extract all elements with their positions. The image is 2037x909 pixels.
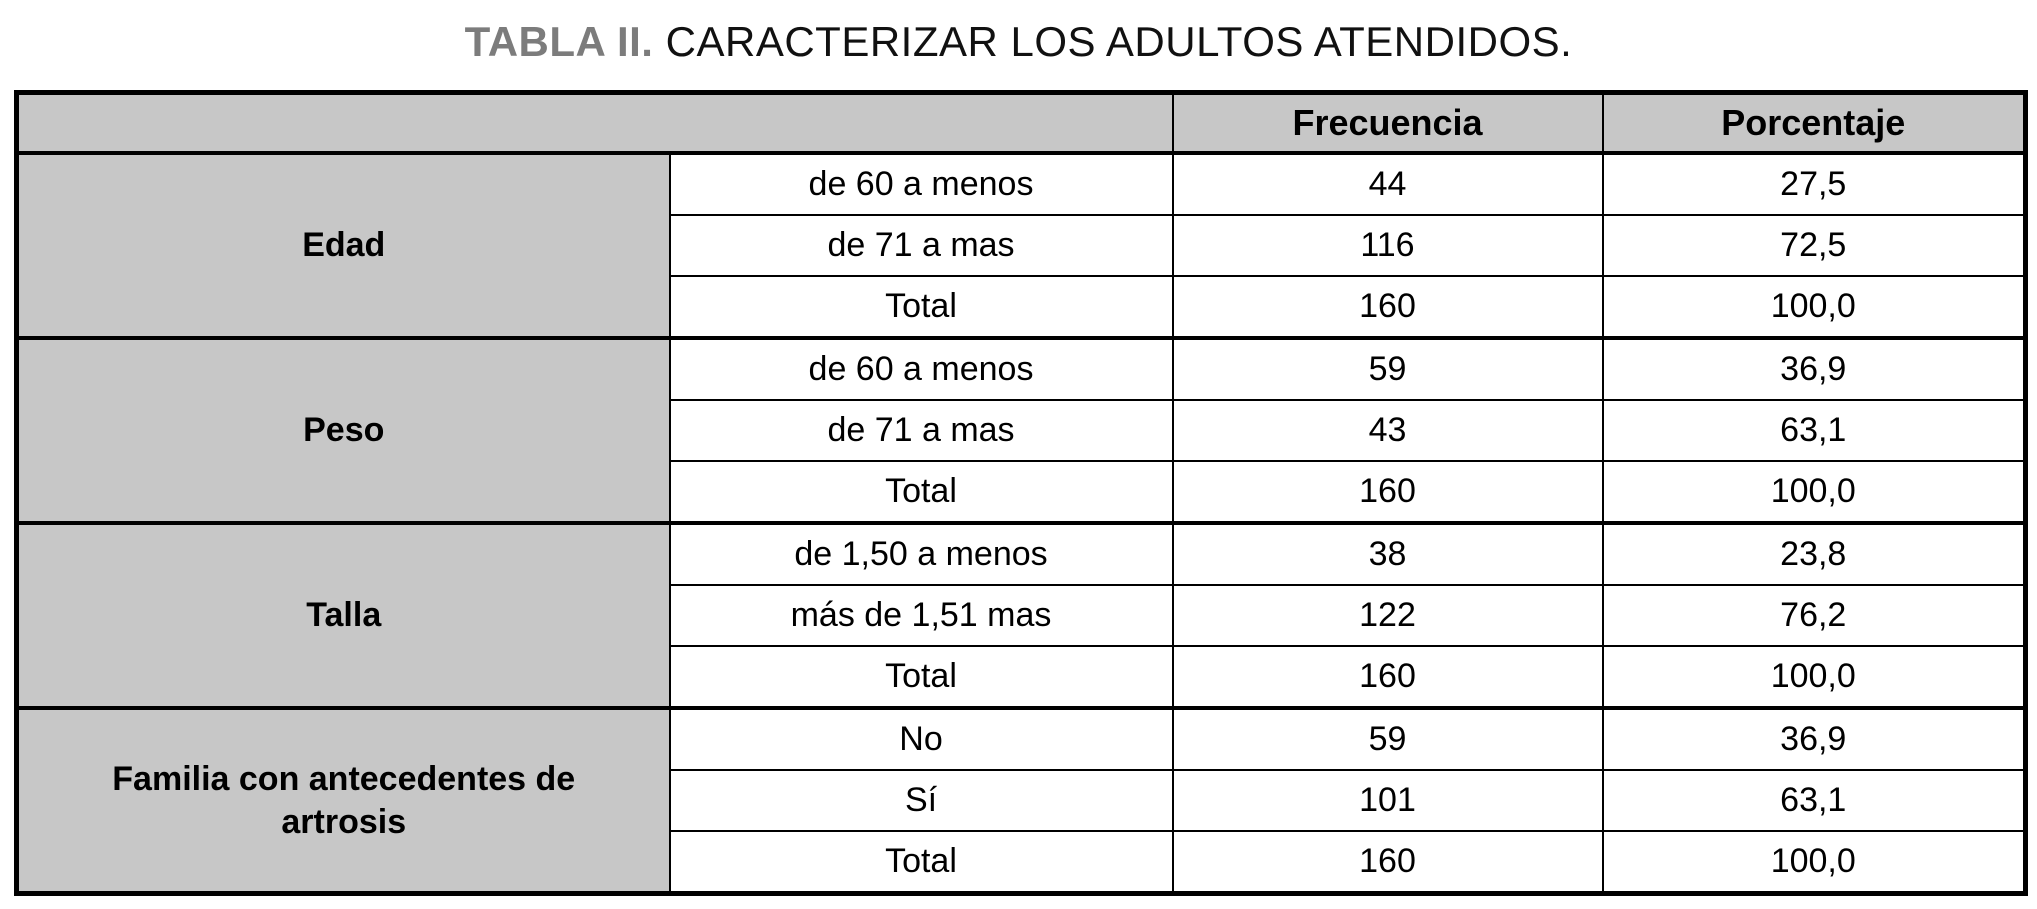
table-group [17, 153, 2026, 338]
porcentaje-cell: 100,0 [1603, 831, 2026, 894]
group-header-cell [17, 338, 670, 523]
frecuencia-cell: 44 [1173, 153, 1603, 215]
porcentaje-cell: 27,5 [1603, 153, 2026, 215]
group-name: Familia con antecedentes de artrosis [112, 760, 576, 841]
porcentaje-cell: 100,0 [1603, 646, 2026, 708]
row-label-cell: Total [670, 461, 1173, 523]
porcentaje-cell: 63,1 [1603, 400, 2026, 461]
header-row [17, 93, 2026, 154]
frecuencia-cell: 160 [1173, 276, 1603, 338]
row-label-cell: Sí [670, 770, 1173, 831]
table-row [17, 708, 2026, 770]
frecuencia-cell: 43 [1173, 400, 1603, 461]
row-label-cell: de 1,50 a menos [670, 523, 1173, 585]
data-table [14, 90, 2028, 896]
table-group [17, 708, 2026, 894]
table-header [17, 93, 2026, 154]
row-label-cell: de 60 a menos [670, 153, 1173, 215]
porcentaje-cell: 36,9 [1603, 708, 2026, 770]
row-label-cell: Total [670, 646, 1173, 708]
header-empty-cell [17, 93, 1173, 154]
table-row [17, 523, 2026, 585]
table-group [17, 338, 2026, 523]
row-label-cell: de 71 a mas [670, 400, 1173, 461]
group-name: Edad [302, 226, 386, 265]
group-header-cell [17, 153, 670, 338]
porcentaje-cell: 36,9 [1603, 338, 2026, 400]
table-title-text: CARACTERIZAR LOS ADULTOS ATENDIDOS. [665, 18, 1573, 65]
frecuencia-cell: 38 [1173, 523, 1603, 585]
table-title [0, 16, 2037, 68]
row-label-cell: de 60 a menos [670, 338, 1173, 400]
group-header-cell [17, 708, 670, 894]
frecuencia-cell: 59 [1173, 338, 1603, 400]
frecuencia-cell: 59 [1173, 708, 1603, 770]
porcentaje-cell: 100,0 [1603, 276, 2026, 338]
frecuencia-cell: 101 [1173, 770, 1603, 831]
row-label-cell: de 71 a mas [670, 215, 1173, 276]
frecuencia-cell: 160 [1173, 831, 1603, 894]
frecuencia-cell: 160 [1173, 646, 1603, 708]
column-header-porcentaje: Porcentaje [1603, 93, 2026, 154]
row-label-cell: más de 1,51 mas [670, 585, 1173, 646]
porcentaje-cell: 63,1 [1603, 770, 2026, 831]
porcentaje-cell: 76,2 [1603, 585, 2026, 646]
row-label-cell: No [670, 708, 1173, 770]
porcentaje-cell: 100,0 [1603, 461, 2026, 523]
group-name: Talla [306, 596, 382, 635]
group-name: Peso [303, 411, 385, 450]
table-row [17, 338, 2026, 400]
frecuencia-cell: 122 [1173, 585, 1603, 646]
row-label-cell: Total [670, 831, 1173, 894]
table-title-label: TABLA II. [464, 18, 654, 65]
porcentaje-cell: 72,5 [1603, 215, 2026, 276]
table-row [17, 153, 2026, 215]
group-header-cell [17, 523, 670, 708]
row-label-cell: Total [670, 276, 1173, 338]
frecuencia-cell: 116 [1173, 215, 1603, 276]
frecuencia-cell: 160 [1173, 461, 1603, 523]
column-header-frecuencia: Frecuencia [1173, 93, 1603, 154]
porcentaje-cell: 23,8 [1603, 523, 2026, 585]
table-group [17, 523, 2026, 708]
